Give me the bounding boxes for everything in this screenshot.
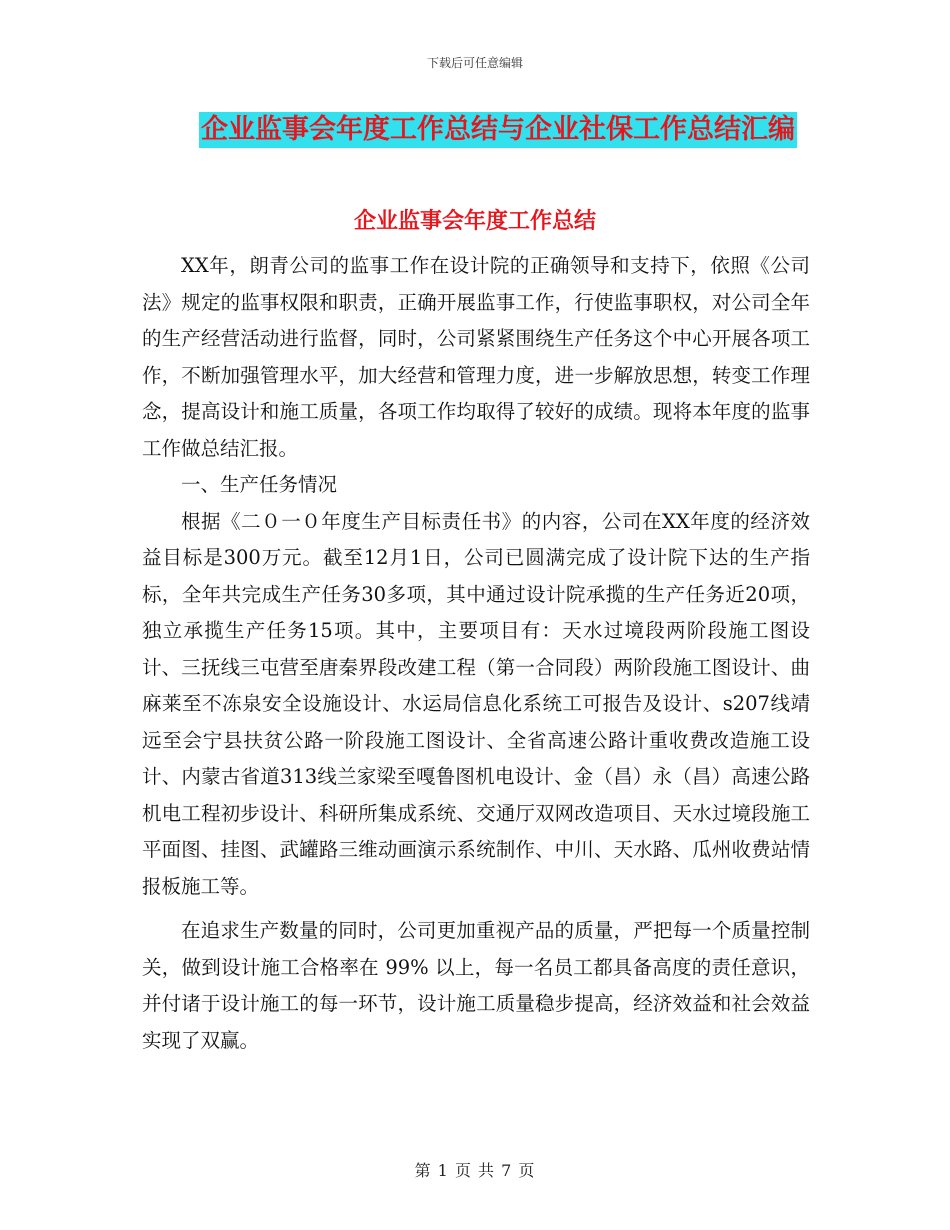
- document-title: 企业监事会年度工作总结与企业社保工作总结汇编: [199, 112, 797, 148]
- document-title-wrapper: [0, 112, 950, 148]
- paragraph-intro: XX年，朗青公司的监事工作在设计院的正确领导和支持下，依照《公司法》规定的监事权限和职责，正确开展监事工作，行使监事职权，对公司全年的生产经营活动进行监督，同时，公司紧紧围绕生产任务这个中心开展各项工作，不断加强管理水平，加大经营和管理力度，进一步解放思想，转变工作理念，提高设计和施工质量，各项工作均取得了较好的成绩。现将本年度的监事工作做总结汇报。: [142, 254, 810, 460]
- paragraph-production-details: 根据《二０一０年度生产目标责任书》的内容，公司在XX年度的经济效益目标是300万元。截至12月1日，公司已圆满完成了设计院下达的生产指标，全年共完成生产任务30多项，其中通过设计院承揽的生产任务近20项，独立承揽生产任务15项。其中，主要项目有：天水过境段两阶段施工图设计、三抚线三屯营至唐秦界段改建工程（第一合同段）两阶段施工图设计、曲麻莱至不冻泉安全设施设计、水运局信息化系统工可报告及设计、s207线靖远至会宁县扶贫公路一阶段施工图设计、全省高速公路计重收费改造施工设计、内蒙古省道313线兰家梁至嘎鲁图机电设计、金（昌）永（昌）高速公路机电工程初步设计、科研所集成系统、交通厅双网改造项目、天水过境段施工平面图、挂图、武罐路三维动画演示系统制作、中川、天水路、瓜州收费站情报板施工等。: [142, 509, 810, 898]
- paragraph-heading-production: 一、生产任务情况: [181, 473, 338, 496]
- paragraph-quality: 在追求生产数量的同时，公司更加重视产品的质量，严把每一个质量控制关，做到设计施工合格率在 99% 以上，每一名员工都具备高度的责任意识，并付诸于设计施工的每一环节，设计施工质量稳步提高，经济效益和社会效益实现了双赢。: [142, 919, 810, 1052]
- page-number: 第 1 页 共 7 页: [414, 1161, 536, 1180]
- section-title: 企业监事会年度工作总结: [353, 208, 596, 234]
- header-note: 下载后可任意编辑: [426, 56, 523, 70]
- document-body: [142, 248, 810, 1059]
